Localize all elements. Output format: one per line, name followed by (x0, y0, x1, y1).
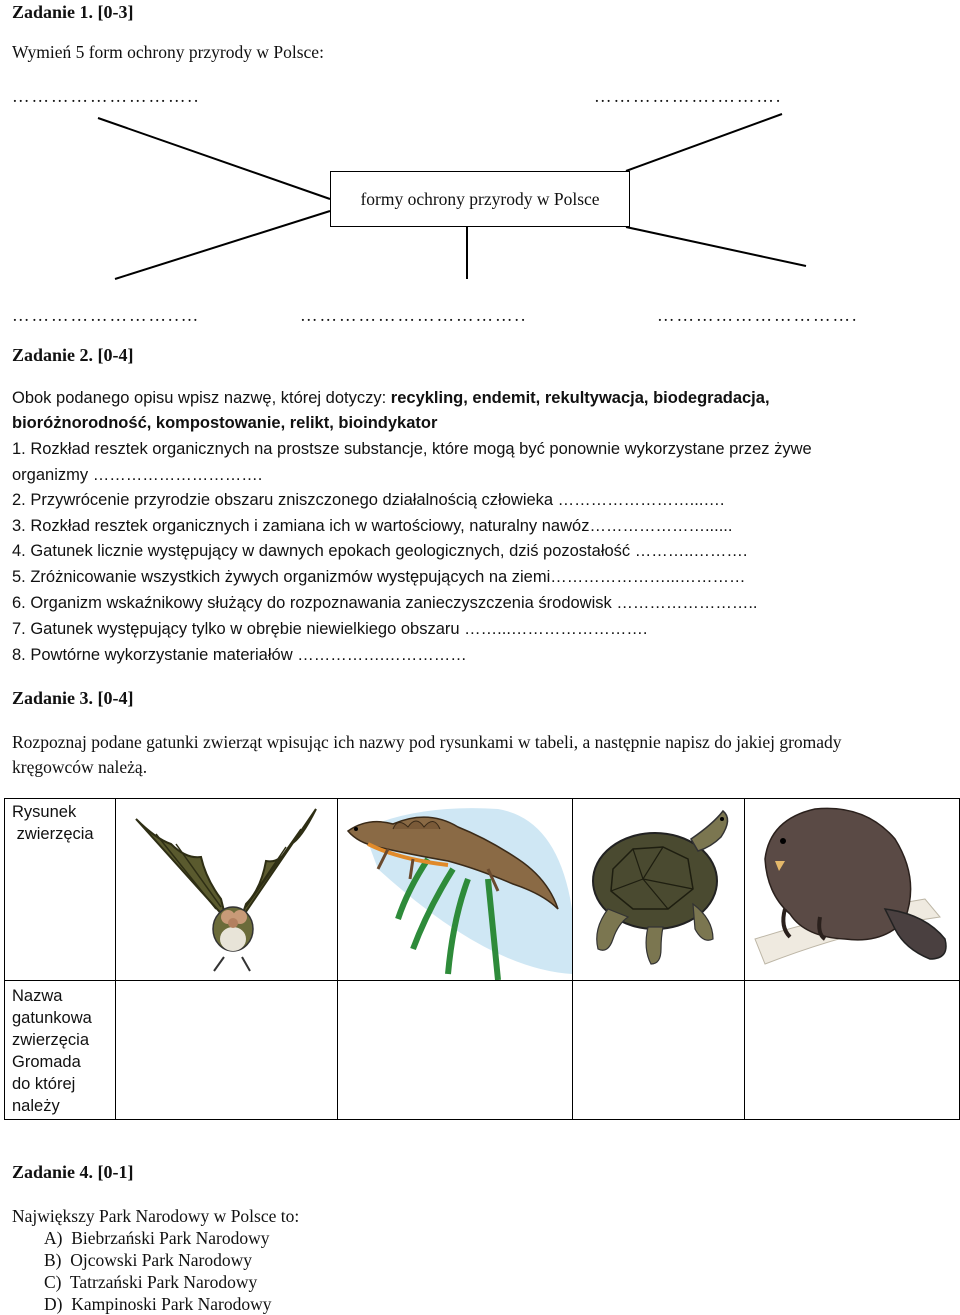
task3-prompt-line1: Rozpoznaj podane gatunki zwierząt wpisując ich nazwy pod rysunkami w tabeli, a następnie napisz do jakiej gromady (12, 732, 842, 752)
task2-item-7[interactable]: 7. Gatunek występujący tylko w obrębie niewielkiego obszaru ……...……………………. (12, 620, 648, 638)
mindmap-center-label: formy ochrony przyrody w Polsce (360, 188, 600, 209)
answer-cell-bat[interactable] (116, 981, 338, 1120)
newt-illustration (338, 799, 572, 980)
label-class-line1: Gromada (12, 1053, 81, 1071)
turtle-image-cell (573, 799, 745, 981)
task2-item-1-line2[interactable]: organizmy …………………………. (12, 466, 263, 484)
row-label-drawing-line2: zwierzęcia (12, 825, 94, 843)
answer-cell-beaver[interactable] (745, 981, 960, 1120)
beaver-image-cell (745, 799, 960, 981)
task2-intro-plain: Obok podanego opisu wpisz nazwę, której dotyczy: (12, 389, 391, 407)
task4-prompt: Największy Park Narodowy w Polsce to: (12, 1206, 300, 1226)
answer-blank-bottom-left[interactable]: ……………………..… (12, 305, 201, 325)
task2-item-2[interactable]: 2. Przywrócenie przyrodzie obszaru zniszczonego działalnością człowieka ……………………...…. (12, 491, 725, 509)
row-label-drawing (5, 799, 116, 981)
name-row (5, 981, 960, 1120)
task2-item-8[interactable]: 8. Powtórne wykorzystanie materiałów …………….…………… (12, 646, 467, 664)
bat-image-cell (116, 799, 338, 981)
answer-cell-turtle[interactable] (573, 981, 745, 1120)
task2-item-3[interactable]: 3. Rozkład resztek organicznych i zamiana ich w wartościowy, naturalny nawóz…………………...... (12, 517, 733, 535)
option-c[interactable]: C) Tatrzański Park Narodowy (44, 1272, 258, 1292)
task2-intro-line1 (12, 389, 770, 408)
drawing-row (5, 799, 960, 981)
task1-heading: Zadanie 1. [0-3] (12, 2, 134, 22)
answer-blank-top-left[interactable]: ……………………….. (12, 86, 201, 106)
bat-illustration (116, 799, 337, 980)
task4-heading: Zadanie 4. [0-1] (12, 1162, 134, 1182)
label-name-line3: zwierzęcia (12, 1031, 90, 1049)
task2-item-4[interactable]: 4. Gatunek licznie występujący w dawnych epokach geologicznych, dziś pozostałość ………..………. (12, 542, 748, 560)
answer-blank-bottom-center[interactable]: …………………………….. (300, 305, 528, 325)
label-class-line2: do której (12, 1075, 76, 1093)
task2-item-6[interactable]: 6. Organizm wskaźnikowy służący do rozpoznawania zanieczyszczenia środowisk …………………….. (12, 594, 758, 612)
row-label-drawing-line1: Rysunek (12, 803, 77, 821)
option-b[interactable]: B) Ojcowski Park Narodowy (44, 1250, 253, 1270)
mindmap-center-box (330, 171, 630, 227)
option-d[interactable]: D) Kampinoski Park Narodowy (44, 1294, 272, 1314)
task2-term-list-1: recykling, endemit, rekultywacja, biodegradacja, (390, 389, 770, 407)
newt-image-cell (338, 799, 573, 981)
turtle-illustration (573, 799, 744, 980)
row-label-name-class (5, 981, 116, 1120)
task2-term-list-2: bioróżnorodność, kompostowanie, relikt, bioindykator (12, 414, 438, 432)
task2-item-1-line1: 1. Rozkład resztek organicznych na prostsze substancje, które mogą być ponownie wykorzystane przez żywe (12, 440, 812, 458)
task1-prompt: Wymień 5 form ochrony przyrody w Polsce: (12, 42, 324, 62)
task3-prompt-line2: kręgowców należą. (12, 757, 148, 777)
label-name-line2: gatunkowa (12, 1009, 92, 1027)
mindmap-connector-lines (0, 0, 960, 300)
task2-item-5[interactable]: 5. Zróżnicowanie wszystkich żywych organizmów występujących na ziemi…………………...………… (12, 568, 746, 586)
answer-blank-bottom-right[interactable]: …………………………. (657, 305, 859, 325)
beaver-illustration (745, 799, 959, 980)
animals-table (4, 798, 960, 1120)
option-a[interactable]: A) Biebrzański Park Narodowy (44, 1228, 270, 1248)
answer-blank-top-right[interactable]: ……………….………. (594, 86, 783, 106)
answer-cell-newt[interactable] (338, 981, 573, 1120)
label-class-line3: należy (12, 1097, 60, 1115)
task3-heading: Zadanie 3. [0-4] (12, 688, 134, 708)
label-name-line1: Nazwa (12, 987, 63, 1005)
task2-heading: Zadanie 2. [0-4] (12, 345, 134, 365)
